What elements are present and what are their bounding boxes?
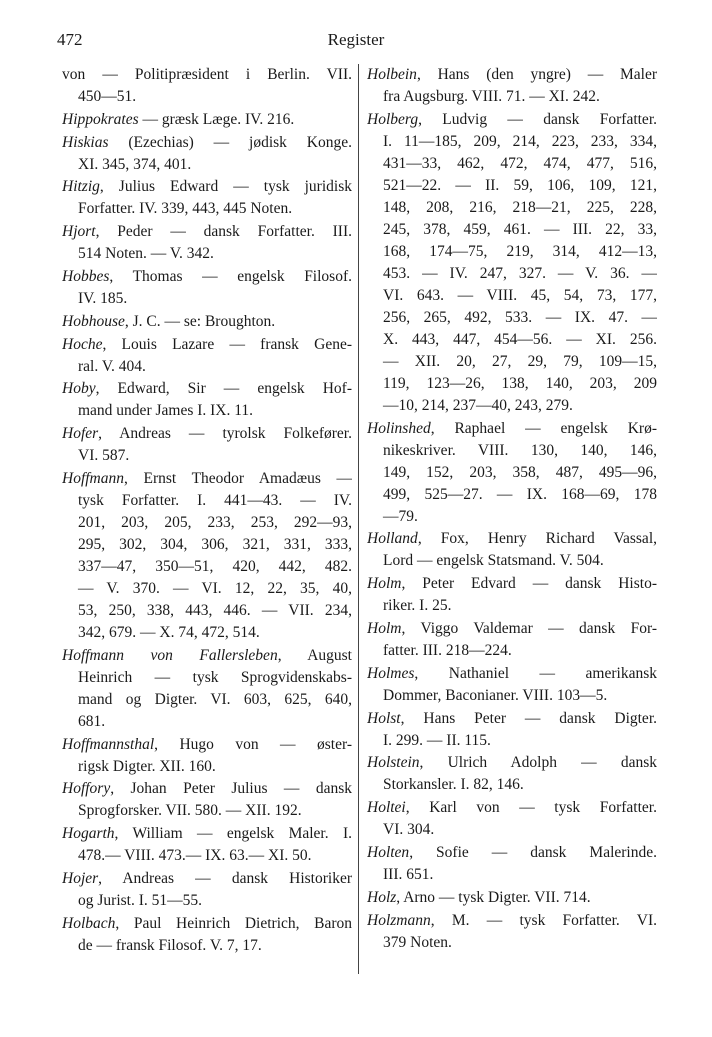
entry-line [62, 756, 352, 778]
entry-line [62, 356, 352, 378]
entry-text: 450—51. [78, 88, 137, 105]
entry-text: de — fransk Filosof. V. 7, 17. [78, 936, 262, 954]
entry-text: 499, 525—27. — IX. 168—69, 178 [383, 485, 657, 503]
entry-line [367, 418, 657, 440]
index-entry [62, 823, 352, 867]
index-entry [367, 708, 657, 752]
entry-line [62, 734, 352, 756]
page-number: 472 [57, 30, 83, 49]
entry-line [367, 730, 657, 752]
entry-line [62, 556, 352, 578]
entry-line [367, 573, 657, 595]
entry-text: , Fox, Henry Richard Vassal, [417, 530, 657, 548]
entry-line [367, 484, 657, 506]
entry-headword: Holzmann [367, 911, 431, 929]
index-entry [367, 618, 657, 662]
index-entry [367, 842, 657, 886]
entry-line [367, 663, 657, 685]
entry-text: 521—22. — II. 59, 106, 109, 121, [383, 176, 657, 194]
entry-line [367, 887, 657, 909]
entry-line [62, 311, 352, 333]
entry-text: , August [277, 646, 352, 664]
entry-text: ral. V. 404. [78, 357, 146, 375]
index-entry [62, 221, 352, 265]
entry-line [62, 890, 352, 912]
entry-line [62, 868, 352, 890]
index-entry [62, 868, 352, 912]
entry-text: —79. [383, 507, 418, 525]
entry-text: 149, 152, 203, 358, 487, 495—96, [383, 463, 657, 481]
entry-text: IV. 185. [78, 289, 128, 307]
entry-headword: Hoffmann von Fallersleben [62, 646, 278, 664]
entry-headword: Holst [367, 709, 401, 727]
index-entry [62, 266, 352, 310]
entry-line [62, 378, 352, 400]
entry-line [367, 263, 657, 285]
entry-line [62, 468, 352, 490]
right-column [367, 64, 657, 954]
entry-line [367, 153, 657, 175]
entry-text: 245, 378, 459, 461. — III. 22, 33, [383, 220, 657, 238]
entry-text: , Thomas — engelsk Filosof. [109, 267, 352, 285]
entry-line [367, 462, 657, 484]
entry-line [367, 395, 657, 417]
entry-line [367, 197, 657, 219]
entry-headword: Hjort [62, 223, 96, 241]
entry-headword: Holten [367, 843, 410, 861]
entry-headword: Hobbes [62, 267, 110, 285]
entry-text: fatter. III. 218—224. [383, 641, 512, 659]
index-entry [62, 132, 352, 176]
entry-text: riker. I. 25. [383, 597, 452, 615]
entry-line [367, 64, 657, 86]
entry-text: 337—47, 350—51, 420, 442, 482. [78, 557, 352, 575]
entry-line [367, 618, 657, 640]
index-entry [62, 734, 352, 778]
entry-text: , M. — tysk Forfatter. VI. [430, 911, 657, 929]
entry-text: nikeskriver. VIII. 130, 140, 146, [383, 441, 657, 459]
running-title: Register [327, 30, 385, 49]
entry-text: , Andreas — tyrolsk Folkefører. [98, 425, 352, 443]
entry-line [62, 132, 352, 154]
entry-text: I. 11—185, 209, 214, 223, 233, 334, [383, 132, 657, 150]
index-entry [62, 778, 352, 822]
index-entry [62, 109, 352, 131]
entry-line [367, 774, 657, 796]
entry-headword: Hobhouse [62, 312, 125, 330]
entry-line [62, 512, 352, 534]
entry-line [62, 800, 352, 822]
entry-headword: Holm [367, 619, 402, 637]
index-entry [367, 528, 657, 572]
entry-line [62, 176, 352, 198]
entry-line [62, 711, 352, 733]
entry-line [367, 685, 657, 707]
entry-text: , Sofie — dansk Malerinde. [409, 843, 657, 861]
entry-text: fra Augsburg. VIII. 71. — XI. 242. [383, 88, 600, 105]
entry-line [367, 708, 657, 730]
entry-headword: Hiskias [62, 133, 109, 151]
index-entry [62, 645, 352, 733]
entry-text: , Nathaniel — amerikansk [414, 664, 657, 682]
entry-text: — græsk Læge. IV. 216. [138, 110, 295, 128]
entry-text: (Ezechias) — jødisk Konge. [108, 133, 352, 151]
entry-line [367, 506, 657, 528]
index-entry [367, 887, 657, 909]
entry-line [62, 423, 352, 445]
entry-text: VI. 304. [383, 821, 435, 839]
entry-headword: Holbein [367, 66, 417, 83]
entry-text: 201, 203, 205, 233, 253, 292—93, [78, 513, 352, 531]
entry-text: , Louis Lazare — fransk Gene- [102, 335, 352, 353]
entry-headword: Hofer [62, 425, 99, 443]
index-entry [367, 663, 657, 707]
entry-line [62, 689, 352, 711]
entry-text: , Hans (den yngre) — Maler [416, 66, 657, 83]
entry-headword: Hippokrates [62, 110, 139, 128]
entry-text: 119, 123—26, 138, 140, 203, 209 [383, 374, 657, 392]
entry-line [367, 550, 657, 572]
entry-text: VI. 643. — VIII. 45, 54, 73, 177, [383, 286, 657, 304]
entry-text: , Peter Edvard — dansk Histo- [401, 575, 657, 593]
entry-line [62, 935, 352, 957]
index-entry [62, 64, 352, 108]
entry-line [62, 578, 352, 600]
entry-text: , Paul Heinrich Dietrich, Baron [115, 914, 352, 932]
entry-text: Heinrich — tysk Sprogvidenskabs- [78, 668, 352, 686]
entry-line [367, 329, 657, 351]
entry-line [62, 845, 352, 867]
index-entry [62, 378, 352, 422]
entry-line [62, 534, 352, 556]
left-column [62, 64, 352, 958]
entry-text: VI. 587. [78, 447, 130, 465]
entry-headword: Holland [367, 530, 418, 548]
entry-line [367, 219, 657, 241]
entry-text: , William — engelsk Maler. I. [114, 825, 352, 843]
entry-text: Sprogforsker. VII. 580. — XII. 192. [78, 802, 302, 820]
entry-line [62, 778, 352, 800]
entry-line [367, 595, 657, 617]
index-entry [62, 913, 352, 957]
entry-text: og Jurist. I. 51—55. [78, 891, 202, 909]
entry-line [367, 932, 657, 954]
entry-text: mand og Digter. VI. 603, 625, 640, [78, 690, 352, 708]
entry-line [62, 667, 352, 689]
entry-line [62, 645, 352, 667]
entry-line [62, 243, 352, 265]
entry-line [62, 288, 352, 310]
entry-headword: Hoby [62, 380, 96, 398]
entry-line [367, 797, 657, 819]
entry-text: — V. 370. — VI. 12, 22, 35, 40, [78, 579, 352, 597]
entry-text: von — Politipræsident i Berlin. VII. [62, 66, 352, 83]
entry-text: III. 651. [383, 865, 434, 883]
entry-text: 148, 208, 216, 218—21, 225, 228, [383, 198, 657, 216]
entry-headword: Holtei [367, 799, 406, 817]
index-entry [62, 468, 352, 644]
entry-line [62, 823, 352, 845]
entry-headword: Hoffmann [62, 469, 124, 487]
entry-text: mand under James I. IX. 11. [78, 402, 254, 420]
entry-headword: Holm [367, 575, 402, 593]
index-entry [367, 752, 657, 796]
entry-line [367, 351, 657, 373]
index-entry [62, 423, 352, 467]
entry-text: rigsk Digter. XII. 160. [78, 757, 216, 775]
entry-text: Storkansler. I. 82, 146. [383, 776, 524, 794]
entry-line [62, 445, 352, 467]
column-divider [358, 64, 359, 974]
entry-line [62, 400, 352, 422]
entry-line [367, 752, 657, 774]
entry-text: , Hugo von — øster- [154, 735, 352, 753]
entry-text: 478.— VIII. 473.— IX. 63.— XI. 50. [78, 847, 312, 865]
entry-line [367, 109, 657, 131]
entry-text: 379 Noten. [383, 933, 452, 951]
entry-line [62, 600, 352, 622]
entry-line [367, 864, 657, 886]
entry-headword: Hitzig [62, 178, 100, 196]
entry-headword: Holstein [367, 754, 420, 772]
entry-text: , Ernst Theodor Amadæus — [124, 469, 352, 487]
entry-text: 53, 250, 338, 443, 446. — VII. 234, [78, 601, 352, 619]
entry-line [367, 842, 657, 864]
index-entry [367, 418, 657, 528]
index-entry [62, 176, 352, 220]
entry-headword: Holberg [367, 110, 419, 128]
entry-headword: Holmes [367, 664, 415, 682]
entry-text: , Raphael — engelsk Krø- [430, 419, 657, 437]
entry-text: , Ludvig — dansk Forfatter. [418, 110, 657, 128]
entry-headword: Hoffory [62, 780, 111, 798]
entry-text: tysk Forfatter. I. 441—43. — IV. [78, 491, 352, 509]
page-header [0, 30, 712, 54]
entry-text: 295, 302, 304, 306, 321, 331, 333, [78, 535, 352, 553]
entry-text: , Hans Peter — dansk Digter. [400, 709, 657, 727]
entry-line [62, 86, 352, 108]
entry-headword: Holbach [62, 914, 116, 932]
entry-line [367, 285, 657, 307]
entry-text: Dommer, Baconianer. VIII. 103—5. [383, 686, 608, 704]
entry-line [62, 490, 352, 512]
entry-line [62, 64, 352, 86]
index-entry [367, 573, 657, 617]
index-entry [367, 797, 657, 841]
entry-line [62, 913, 352, 935]
index-entry [367, 109, 657, 417]
entry-text: , Edward, Sir — engelsk Hof- [95, 380, 352, 398]
entry-line [367, 640, 657, 662]
entry-line [62, 154, 352, 176]
entry-text: —10, 214, 237—40, 243, 279. [383, 396, 573, 414]
entry-line [62, 266, 352, 288]
entry-text: Forfatter. IV. 339, 443, 445 Noten. [78, 200, 293, 218]
entry-text: , Andreas — dansk Historiker [98, 869, 352, 887]
entry-text: , J. C. — se: Broughton. [124, 312, 276, 330]
entry-text: 342, 679. — X. 74, 472, 514. [78, 623, 260, 641]
entry-headword: Holinshed [367, 419, 431, 437]
entry-text: 168, 174—75, 219, 314, 412—13, [383, 242, 657, 260]
entry-text: , Ulrich Adolph — dansk [419, 754, 657, 772]
entry-text: 256, 265, 492, 533. — IX. 47. — [383, 308, 657, 326]
entry-text: I. 299. — II. 115. [383, 731, 491, 749]
entry-headword: Holz [367, 888, 397, 906]
entry-headword: Hoche [62, 335, 103, 353]
entry-text: — XII. 20, 27, 29, 79, 109—15, [383, 352, 657, 370]
entry-line [367, 86, 657, 108]
entry-text: , Karl von — tysk Forfatter. [405, 799, 657, 817]
entry-line [367, 175, 657, 197]
entry-text: , Johan Peter Julius — dansk [110, 780, 352, 798]
entry-headword: Hojer [62, 869, 99, 887]
entry-line [367, 241, 657, 263]
index-entry [367, 64, 657, 108]
entry-line [62, 109, 352, 131]
entry-headword: Hoffmannsthal [62, 735, 155, 753]
entry-text: , Julius Edward — tysk juridisk [99, 178, 352, 196]
entry-text: Lord — engelsk Statsmand. V. 504. [383, 552, 604, 570]
entry-text: XI. 345, 374, 401. [78, 155, 192, 173]
index-entry [367, 910, 657, 954]
entry-line [62, 334, 352, 356]
entry-line [62, 622, 352, 644]
entry-line [62, 221, 352, 243]
entry-text: 681. [78, 712, 106, 730]
entry-line [367, 910, 657, 932]
index-entry [62, 334, 352, 378]
entry-line [62, 198, 352, 220]
entry-line [367, 440, 657, 462]
entry-text: 514 Noten. — V. 342. [78, 245, 214, 263]
entry-line [367, 528, 657, 550]
entry-text: , Peder — dansk Forfatter. III. [95, 223, 352, 241]
entry-text: X. 443, 447, 454—56. — XI. 256. [383, 330, 657, 348]
entry-text: 453. — IV. 247, 327. — V. 36. — [383, 264, 657, 282]
entry-headword: Hogarth [62, 825, 115, 843]
entry-line [367, 373, 657, 395]
entry-line [367, 131, 657, 153]
entry-text: 431—33, 462, 472, 474, 477, 516, [383, 154, 657, 172]
entry-text: , Arno — tysk Digter. VII. 714. [396, 888, 591, 906]
entry-line [367, 307, 657, 329]
index-entry [62, 311, 352, 333]
entry-line [367, 819, 657, 841]
entry-text: , Viggo Valdemar — dansk For- [401, 619, 657, 637]
